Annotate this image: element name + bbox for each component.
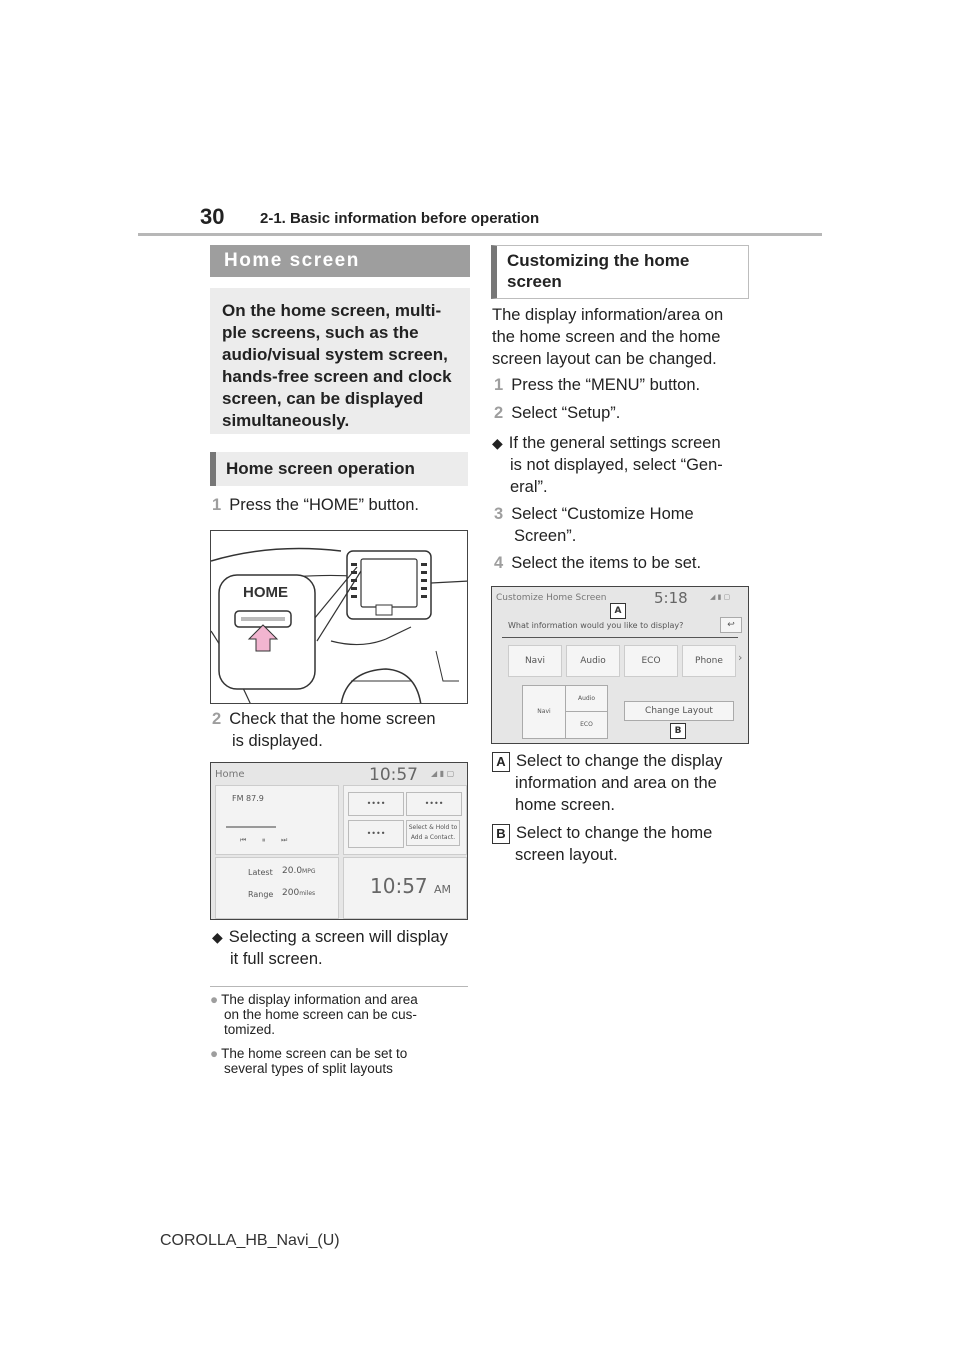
intro-line: screen, can be displayed: [222, 389, 424, 408]
right-step-3: 3 Select “Customize Home Screen”.: [494, 505, 694, 545]
ref-a-description: A Select to change the display information and area on the home screen.: [492, 750, 722, 816]
layout-eco: ECO: [565, 712, 607, 738]
intro-line: audio/visual system screen,: [222, 345, 448, 364]
bracket-line: [502, 637, 738, 638]
note-bullet-icon: ●: [210, 1046, 219, 1061]
right-bullet: ◆ If the general settings screen is not displayed, select “Gen- eral”.: [492, 434, 723, 496]
contact-slot[interactable]: ••••: [406, 792, 462, 816]
step-1: [212, 494, 419, 516]
range-label: Range: [248, 890, 274, 899]
intro-line: On the home screen, multi-: [222, 301, 442, 320]
bullet-text-cont: it full screen.: [230, 950, 323, 968]
phone-button[interactable]: Phone: [682, 645, 736, 677]
dashboard-illustration: [211, 531, 468, 704]
intro-line: hands-free screen and clock: [222, 367, 452, 386]
intro-line: ple screens, such as the: [222, 323, 419, 342]
callout-a: A: [610, 603, 626, 619]
ref-b-description: B Select to change the home screen layout.: [492, 822, 712, 866]
intro-box: [210, 288, 470, 434]
progress-bar: [226, 826, 276, 828]
audio-button[interactable]: Audio: [566, 645, 620, 677]
screen-title: Home: [215, 769, 245, 780]
bullet-text: Selecting a screen will display: [228, 928, 448, 946]
customizing-heading: Customizing the home screen: [491, 245, 749, 299]
home-screen-figure: [210, 762, 468, 920]
screen-time: 10:57: [369, 765, 418, 785]
change-layout-button[interactable]: Change Layout: [624, 701, 734, 721]
eco-button[interactable]: ECO: [624, 645, 678, 677]
section-title: 2-1. Basic information before operation: [260, 210, 540, 227]
page-number: 30: [200, 204, 225, 229]
right-step-4: 4 Select the items to be set.: [494, 554, 702, 572]
customizing-paragraph: The display information/area on the home screen and the home screen layout can be changed.: [492, 306, 724, 368]
screen-title: Customize Home Screen: [496, 593, 607, 603]
step-text-cont: is displayed.: [232, 732, 323, 750]
layout-preview[interactable]: [522, 685, 608, 739]
eco-panel[interactable]: [215, 857, 339, 919]
clock-time: 10:57 AM: [370, 874, 452, 898]
screen-time: 5:18: [654, 589, 688, 607]
home-button-figure: [210, 530, 468, 704]
notes-divider: [210, 986, 468, 987]
step-2: [212, 708, 436, 752]
intro-line: simultaneously.: [222, 411, 350, 430]
right-step-2: 2 Select “Setup”.: [494, 404, 621, 422]
chevron-right-icon[interactable]: ›: [738, 651, 743, 664]
question-text: What information would you like to display?: [508, 621, 684, 630]
document-footer: COROLLA_HB_Navi_(U): [160, 1232, 340, 1249]
step-number: 2: [212, 710, 222, 728]
note-2: ● The home screen can be set to several types of split layouts: [210, 1046, 408, 1076]
latest-value: 20.0MPG: [282, 866, 316, 876]
status-icons: ◢ ▮ ▢: [431, 769, 455, 778]
add-contact-text: Add a Contact.: [410, 834, 456, 841]
home-screen-heading: Home screen: [210, 245, 470, 277]
customize-screen-figure: [491, 586, 749, 744]
note-bullet-icon: ●: [210, 992, 219, 1007]
note-1: ● The display information and area on the home screen can be cus- tomized.: [210, 992, 418, 1037]
latest-label: Latest: [248, 868, 273, 877]
range-value: 200miles: [282, 888, 316, 898]
step-number: 1: [212, 496, 222, 514]
ref-b-label: B: [492, 824, 510, 844]
layout-audio: Audio: [565, 686, 607, 712]
phone-panel[interactable]: [343, 785, 467, 855]
audio-panel[interactable]: [215, 785, 339, 855]
step-text: Press the “HOME” button.: [229, 496, 420, 514]
playback-controls[interactable]: ⏮ ⏸ ⏭: [240, 836, 288, 844]
radio-station: FM 87.9: [232, 794, 264, 803]
header-rule: [138, 233, 822, 236]
home-screen-operation-heading: Home screen operation: [210, 452, 468, 486]
layout-navi: Navi: [537, 708, 551, 715]
home-button-label: HOME: [243, 584, 288, 601]
bullet-icon: ◆: [492, 435, 503, 451]
add-contact-slot[interactable]: [406, 820, 460, 846]
select-hold-text: Select & Hold to: [408, 824, 458, 831]
clock-panel[interactable]: [343, 857, 467, 919]
bullet-full-screen: [212, 926, 448, 970]
step-text: Check that the home screen: [229, 710, 436, 728]
back-button[interactable]: ↩: [720, 617, 742, 633]
navi-button[interactable]: Navi: [508, 645, 562, 677]
status-icons: ◢ ▮ ▢: [710, 593, 731, 601]
ref-a-label: A: [492, 752, 510, 772]
contact-slot[interactable]: ••••: [348, 820, 404, 848]
callout-b: B: [670, 723, 686, 739]
bullet-icon: ◆: [212, 929, 223, 945]
contact-slot[interactable]: ••••: [348, 792, 404, 816]
right-step-1: 1 Press the “MENU” button.: [494, 376, 701, 394]
